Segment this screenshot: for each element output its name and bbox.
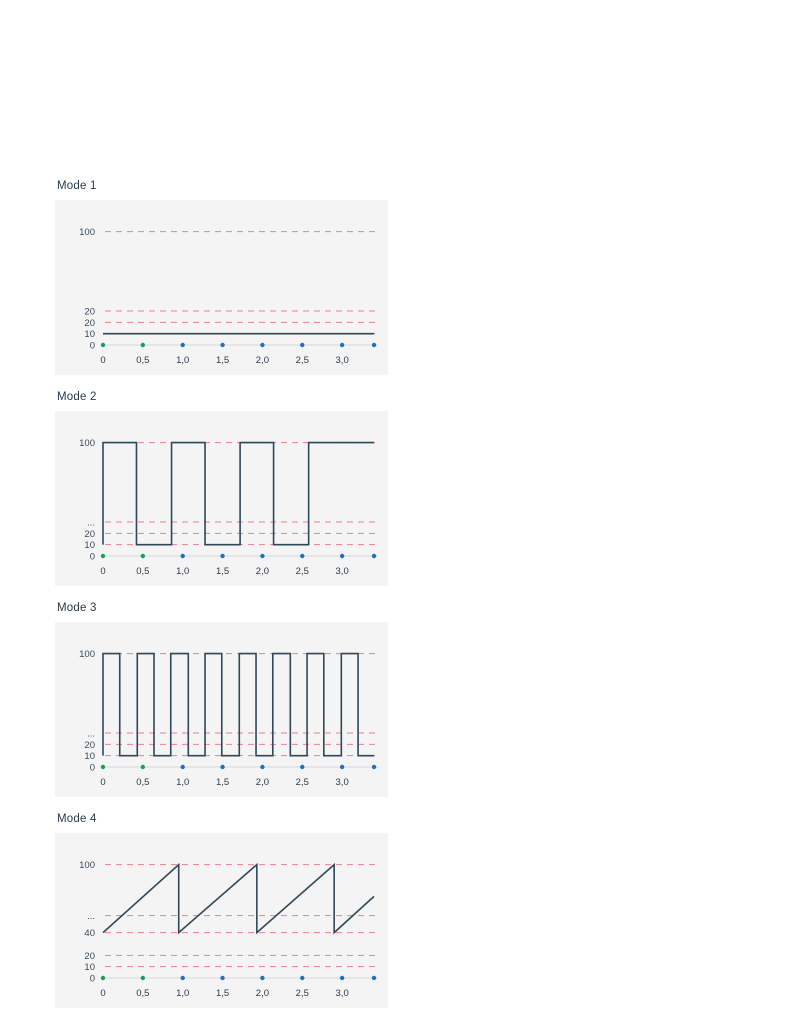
axis-marker-point (372, 976, 376, 980)
y-tick-label: 20 (84, 950, 95, 962)
x-tick-label: 0 (100, 988, 106, 999)
x-tick-label: 0 (100, 566, 106, 577)
y-tick-label: 10 (84, 962, 95, 974)
plot-svg (55, 200, 388, 375)
x-tick-label: 0 (100, 777, 106, 788)
y-tick-label: 10 (84, 540, 95, 552)
plot-area (55, 833, 388, 1008)
axis-marker-point (260, 765, 264, 769)
x-tick-label: 1,0 (176, 355, 190, 366)
axis-marker-point (220, 343, 224, 347)
plot-svg (55, 411, 388, 586)
x-tick-label: 1,0 (176, 566, 190, 577)
y-tick-label: 100 (79, 649, 95, 661)
axis-marker-point (141, 554, 145, 558)
y-tick-label: ... (87, 911, 95, 923)
x-tick-label: 0 (100, 355, 106, 366)
y-tick-label: 0 (89, 340, 95, 352)
x-tick-label: 2,0 (255, 355, 270, 366)
x-tick-label: 1,5 (215, 566, 230, 577)
y-tick-label: 100 (79, 860, 95, 872)
y-tick-label: 20 (84, 739, 95, 751)
x-tick-label: 3,0 (335, 566, 349, 577)
axis-marker-point (101, 343, 105, 347)
axis-marker-point (141, 765, 145, 769)
axis-marker-point (101, 554, 105, 558)
y-tick-label: 10 (84, 751, 95, 763)
plot-area (55, 411, 388, 586)
axis-marker-point (260, 554, 264, 558)
axis-marker-point (300, 343, 304, 347)
axis-marker-point (372, 765, 376, 769)
y-tick-label: ... (87, 728, 95, 740)
chart-grid (55, 180, 755, 1024)
chart-panel (55, 813, 395, 1008)
axis-marker-point (141, 976, 145, 980)
x-tick-label: 3,0 (335, 988, 349, 999)
y-tick-label: ... (87, 517, 95, 529)
axis-marker-point (181, 554, 185, 558)
axis-marker-point (300, 765, 304, 769)
axis-marker-point (101, 976, 105, 980)
axis-marker-point (372, 343, 376, 347)
data-series-line (103, 654, 374, 756)
x-tick-label: 1,0 (176, 777, 190, 788)
axis-marker-point (340, 554, 344, 558)
data-series-line (103, 865, 374, 933)
x-tick-label: 2,0 (255, 777, 270, 788)
chart-title: Mode 4 (57, 813, 97, 825)
x-tick-label: 3,0 (335, 777, 349, 788)
axis-marker-point (300, 976, 304, 980)
axis-marker-point (181, 765, 185, 769)
axis-marker-point (181, 343, 185, 347)
axis-marker-point (141, 343, 145, 347)
x-tick-label: 3,0 (335, 355, 349, 366)
y-tick-label: 0 (89, 973, 95, 985)
axis-marker-point (260, 343, 264, 347)
y-tick-label: 100 (79, 227, 95, 239)
chart-title: Mode 3 (57, 602, 97, 614)
chart-panel (55, 602, 395, 797)
y-tick-label: 100 (79, 438, 95, 450)
axis-marker-point (220, 765, 224, 769)
y-tick-label: 0 (89, 762, 95, 774)
data-series-line (103, 443, 374, 545)
x-tick-label: 0,5 (136, 988, 150, 999)
axis-marker-point (340, 976, 344, 980)
axis-marker-point (260, 976, 264, 980)
chart-panel (55, 391, 395, 586)
axis-marker-point (220, 976, 224, 980)
x-tick-label: 2,5 (295, 777, 309, 788)
x-tick-label: 2,0 (255, 566, 270, 577)
y-tick-label: 20 (84, 306, 95, 318)
plot-svg (55, 833, 388, 1008)
x-tick-label: 1,5 (215, 355, 230, 366)
x-tick-label: 1,5 (215, 988, 230, 999)
axis-marker-point (181, 976, 185, 980)
chart-title: Mode 2 (57, 391, 97, 403)
x-tick-label: 0,5 (136, 777, 150, 788)
axis-marker-point (220, 554, 224, 558)
plot-area (55, 622, 388, 797)
axis-marker-point (101, 765, 105, 769)
axis-marker-point (340, 765, 344, 769)
chart-panel (55, 180, 395, 375)
axis-marker-point (372, 554, 376, 558)
x-tick-label: 2,5 (295, 355, 309, 366)
y-tick-label: 20 (84, 317, 95, 329)
y-tick-label: 40 (84, 928, 95, 940)
x-tick-label: 2,0 (255, 988, 270, 999)
x-tick-label: 2,5 (295, 566, 309, 577)
x-tick-label: 1,0 (176, 988, 190, 999)
x-tick-label: 0,5 (136, 355, 150, 366)
y-tick-label: 0 (89, 551, 95, 563)
y-tick-label: 10 (84, 329, 95, 341)
chart-title: Mode 1 (57, 180, 97, 192)
plot-svg (55, 622, 388, 797)
x-tick-label: 1,5 (215, 777, 230, 788)
axis-marker-point (340, 343, 344, 347)
x-tick-label: 0,5 (136, 566, 150, 577)
y-tick-label: 20 (84, 528, 95, 540)
axis-marker-point (300, 554, 304, 558)
x-tick-label: 2,5 (295, 988, 309, 999)
plot-area (55, 200, 388, 375)
